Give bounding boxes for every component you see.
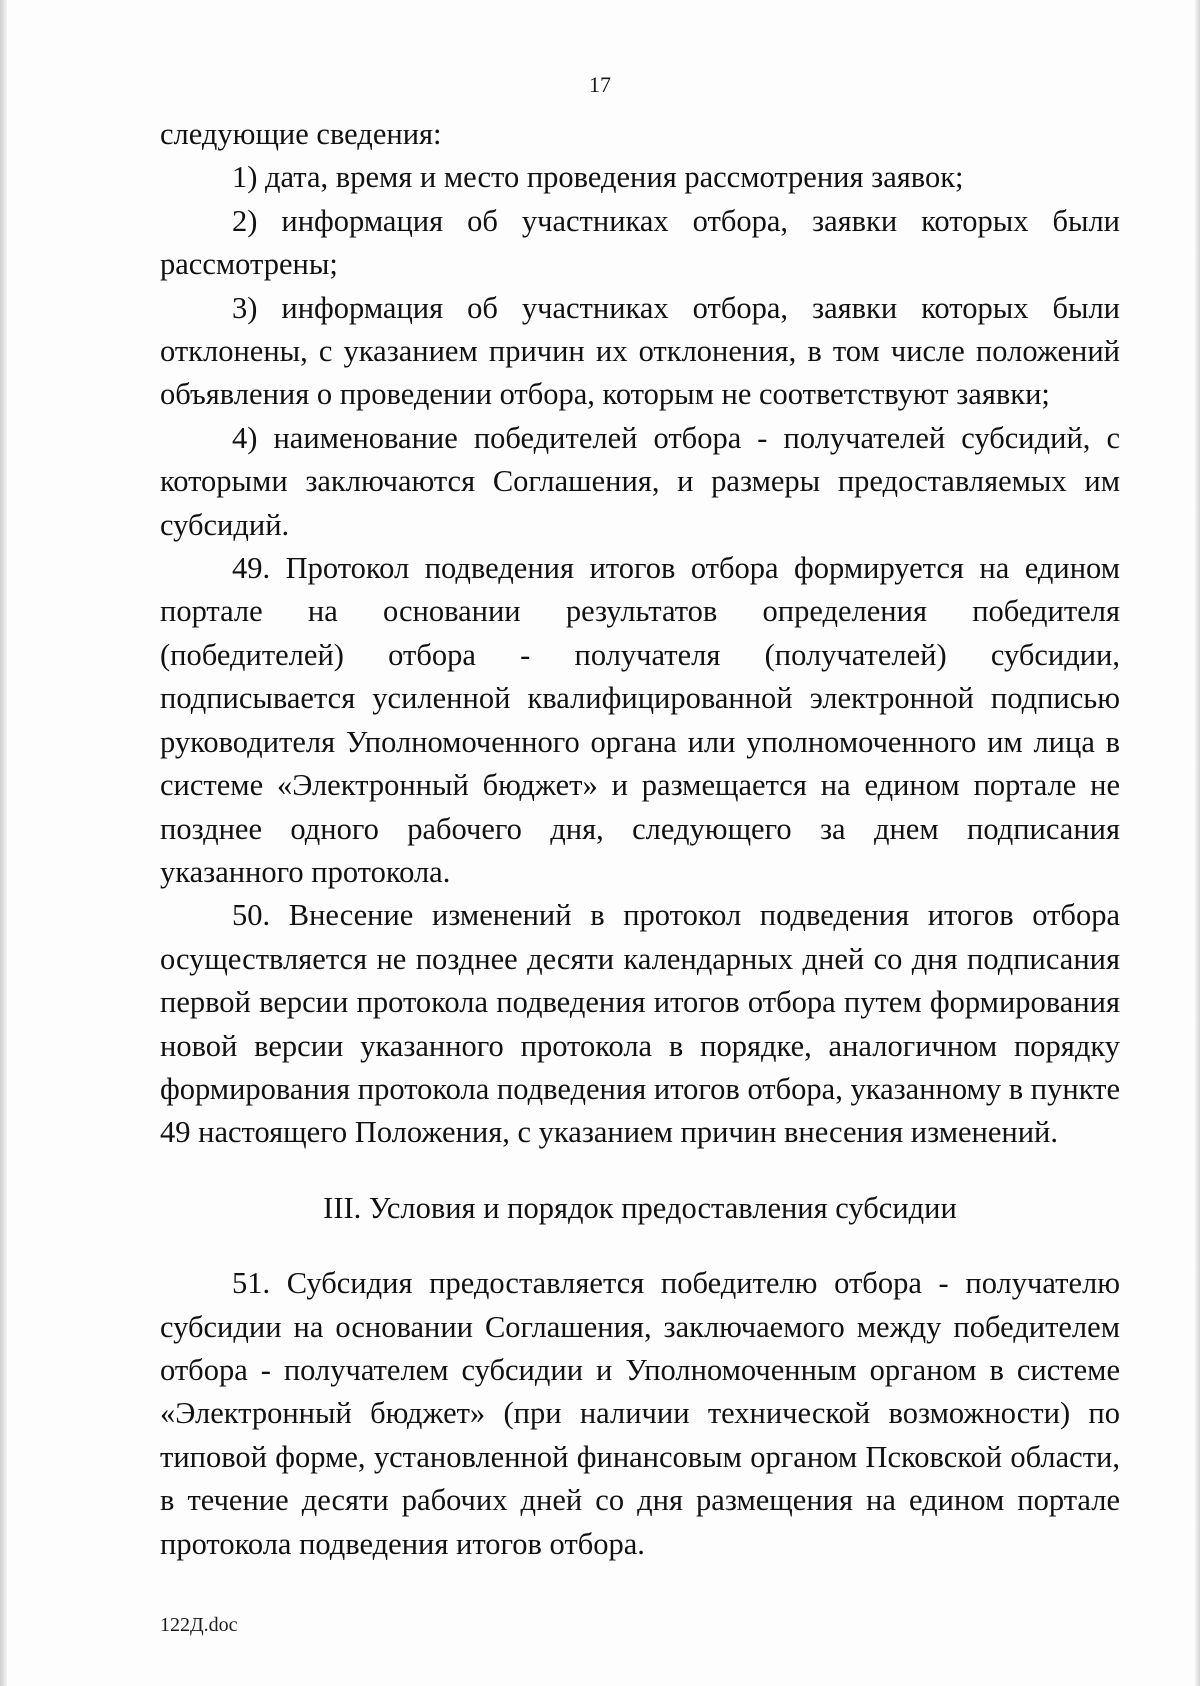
page-number: 17 bbox=[589, 72, 611, 97]
list-item-2: 2) информация об участниках отбора, заявки которых были рассмотрены; bbox=[160, 203, 1120, 282]
scan-edge-right bbox=[1195, 0, 1200, 1686]
paragraph-50: 50. Внесение изменений в протокол подведения итогов отбора осуществляется не позднее десяти календарных дней со дня подписания первой версии протокола подведения итогов отбора путем формирования новой версии указанного протокола в порядке, аналогичном порядку формирования протокола подведения итогов отбора, указанному в пункте 49 настоящего Положения, с указанием причин внесения изменений. bbox=[160, 898, 1120, 1150]
list-item-4: 4) наименование победителей отбора - получателей субсидий, с которыми заключаются Соглашения, и размеры предоставляемых им субсидий. bbox=[160, 420, 1120, 542]
scan-edge-left bbox=[0, 0, 7, 1686]
paragraph-51: 51. Субсидия предоставляется победителю отбора - получателю субсидии на основании Соглашения, заключаемого между победителем отбора - получателем субсидии и Уполномоченным органом в системе «Электронный бюджет» (при наличии технической возможности) по типовой форме, установленной финансовым органом Псковской области, в течение десяти рабочих дней со дня размещения на едином портале протокола подведения итогов отбора. bbox=[160, 1266, 1120, 1561]
section-heading: III. Условия и порядок предоставления субсидии bbox=[323, 1190, 957, 1225]
list-item-1: 1) дата, время и место проведения рассмотрения заявок; bbox=[232, 160, 964, 195]
document-body bbox=[160, 113, 1120, 1566]
list-item-3: 3) информация об участниках отбора, заявки которых были отклонены, с указанием причин их отклонения, в том числе положений объявления о проведении отбора, которым не соответствуют заявки; bbox=[160, 290, 1120, 412]
paragraph-49: 49. Протокол подведения итогов отбора формируется на едином портале на основании результатов определения победителя (победителей) отбора - получателя (получателей) субсидии, подписывается усиленной квалифицированной электронной подписью руководителя Уполномоченного органа или уполномоченного им лица в системе «Электронный бюджет» и размещается на едином портале не позднее одного рабочего дня, следующего за днем подписания указанного протокола. bbox=[160, 551, 1120, 889]
paragraph-intro: следующие сведения: bbox=[160, 117, 442, 151]
footer-filename: 122Д.doc bbox=[160, 1614, 238, 1636]
